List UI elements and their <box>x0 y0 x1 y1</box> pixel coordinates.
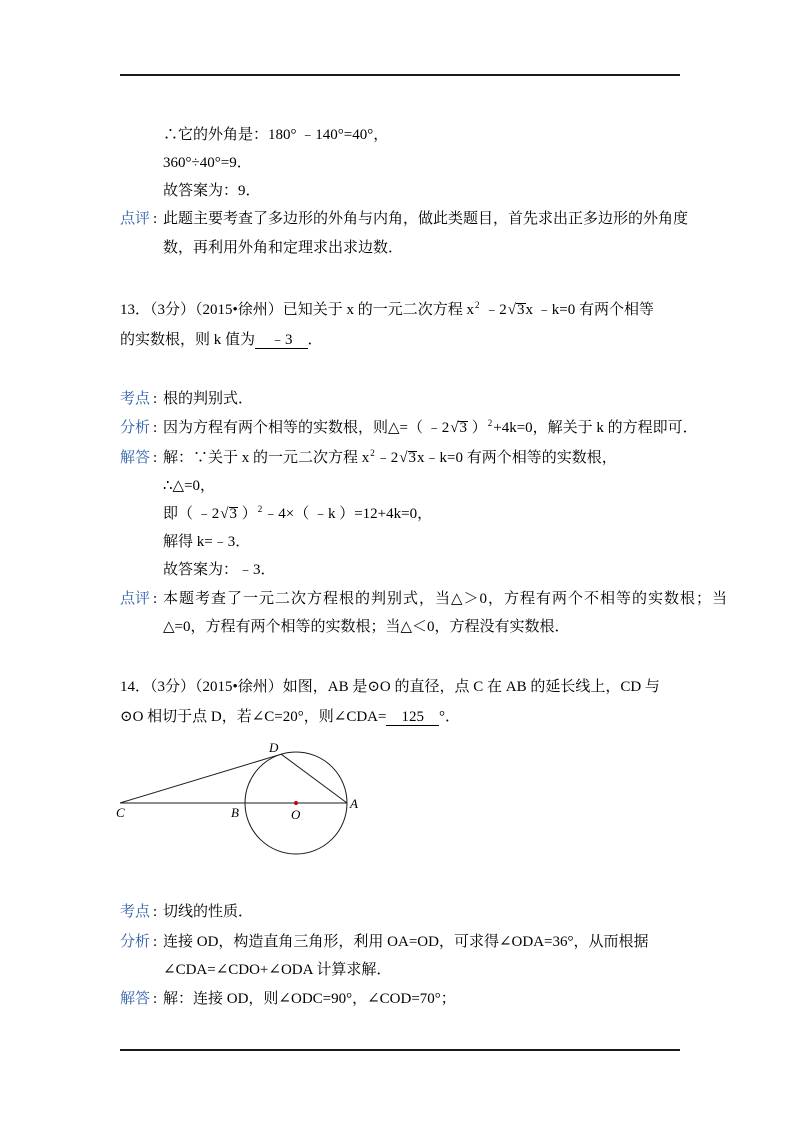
q14-fenxi-line <box>0 960 800 980</box>
jieda-text: 解得 k=﹣3． <box>163 534 251 550</box>
label-a: A <box>350 796 358 811</box>
label-separator: : <box>153 904 158 920</box>
chord-da <box>281 754 347 803</box>
dianping-text: △=0，方程有两个相等的实数根；当△＜0，方程没有实数根． <box>163 619 570 635</box>
q12-solution-text: 360°÷40°=9． <box>163 155 252 171</box>
radical-sign: √ <box>399 450 408 466</box>
q13-stem <box>120 300 654 321</box>
superscript: 2 <box>487 418 493 428</box>
jieda-label: 解答 <box>120 450 151 466</box>
stem-text: 的实数根，则 k 值为 <box>120 332 256 348</box>
answer-blank: 125 <box>386 709 439 726</box>
stem-text: x ﹣k=0 有两个相等 <box>525 302 654 318</box>
radical-sign: √ <box>507 302 517 318</box>
radical-sign: √ <box>220 506 229 522</box>
q13-stem-line <box>0 300 800 320</box>
label-separator: : <box>153 211 158 227</box>
label-d: D <box>269 740 279 755</box>
top-rule <box>120 74 680 76</box>
radical-sign: √ <box>450 420 459 436</box>
fenxi-text: ∠CDA=∠CDO+∠ODA 计算求解． <box>163 962 392 978</box>
jieda-text: 解：连接 OD，则∠ODC=90°，∠COD=70°； <box>163 991 456 1007</box>
fenxi-text <box>163 418 698 439</box>
q13-jieda-line <box>0 448 800 468</box>
kaodian-text: 切线的性质． <box>163 904 254 920</box>
q14-stem-line <box>0 677 800 697</box>
comment-text: 此题主要考查了多边形的外角与内角，做此类题目，首先求出正多边形的外角度 <box>163 211 689 227</box>
q13-jieda-line <box>0 560 800 580</box>
jieda-segment: 即（ ﹣2 <box>163 506 220 522</box>
jieda-segment: x﹣k=0 有两个相等的实数根， <box>417 450 617 466</box>
q12-solution-line <box>0 125 800 145</box>
jieda-segment: 解：∵关于 x 的一元二次方程 x <box>163 450 370 466</box>
label-separator: : <box>153 420 158 436</box>
label-separator: : <box>153 450 158 466</box>
q12-solution-line <box>0 153 800 173</box>
jieda-text <box>163 448 617 469</box>
q13-jieda-line <box>0 476 800 496</box>
superscript: 2 <box>370 448 375 458</box>
label-separator: : <box>153 991 158 1007</box>
label-separator: : <box>153 591 158 607</box>
q13-dianping-line <box>0 617 800 637</box>
radicand: 3 <box>517 302 525 318</box>
q13-kaodian-line <box>0 389 800 409</box>
q14-stem-line <box>0 707 800 727</box>
q13-dianping-line <box>0 589 800 609</box>
jieda-label: 解答 <box>120 991 151 1007</box>
jieda-text: ∴△=0， <box>163 478 216 494</box>
fenxi-segment: 因为方程有两个相等的实数根，则△=（ ﹣2 <box>163 420 450 436</box>
comment-label: 点评 <box>120 211 151 227</box>
radicand: 3 <box>408 450 417 466</box>
superscript: 2 <box>257 504 263 514</box>
q14-stem <box>120 707 460 727</box>
jieda-segment: ﹣2 <box>375 450 399 466</box>
stem-text: ． <box>307 332 323 348</box>
q14-jieda-line <box>0 989 800 1009</box>
stem-text: 13．（3分）（2015•徐州）已知关于 x 的一元二次方程 x <box>120 302 475 318</box>
stem-text: ⊙O 相切于点 D，若∠C=20°，则∠CDA= <box>120 709 387 725</box>
q13-stem-line <box>0 330 800 350</box>
comment-text: 数，再利用外角和定理求出求边数． <box>163 240 404 256</box>
kaodian-label: 考点 <box>120 391 151 407</box>
q12-solution-text: 故答案为：9． <box>163 183 261 199</box>
tangent-line-cd <box>120 754 281 803</box>
q12-solution-text: ∴它的外角是：180° ﹣140°=40°， <box>163 127 389 143</box>
fenxi-segment: +4k=0，解关于 k 的方程即可． <box>493 420 698 436</box>
q13-fenxi-line <box>0 418 800 438</box>
fenxi-label: 分析 <box>120 934 151 950</box>
stem-text: °． <box>438 709 460 725</box>
q14-kaodian-line <box>0 902 800 922</box>
label-separator: : <box>153 391 158 407</box>
radicand: 3 <box>459 420 467 436</box>
kaodian-label: 考点 <box>120 904 151 920</box>
q12-comment-line <box>0 238 800 258</box>
dianping-label: 点评 <box>120 591 151 607</box>
q12-comment-line <box>0 209 800 229</box>
label-c: C <box>116 805 125 820</box>
superscript: 2 <box>475 300 480 310</box>
kaodian-text: 根的判别式． <box>163 391 254 407</box>
label-separator: : <box>153 934 158 950</box>
fenxi-text: 连接 OD，构造直角三角形，利用 OA=OD，可求得∠ODA=36°，从而根据 <box>163 934 649 950</box>
q12-solution-line <box>0 181 800 201</box>
fenxi-segment: ） <box>467 420 487 436</box>
stem-text: ﹣2 <box>480 302 507 318</box>
center-point-o <box>294 801 298 805</box>
jieda-text <box>163 504 432 525</box>
q13-stem <box>120 330 323 350</box>
q14-stem: 14．（3分）（2015•徐州）如图，AB 是⊙O 的直径，点 C 在 AB 的延长线上，CD 与 <box>120 679 660 695</box>
answer-blank: ﹣3 <box>255 332 308 349</box>
jieda-segment: ） <box>238 506 257 522</box>
tangent-circle-figure <box>110 738 370 863</box>
q13-jieda-line <box>0 504 800 524</box>
dianping-text: 本题考查了一元二次方程根的判别式，当△＞0，方程有两个不相等的实数根；当 <box>163 591 729 607</box>
jieda-segment: ﹣4×（ ﹣k ）=12+4k=0， <box>263 506 433 522</box>
fenxi-label: 分析 <box>120 420 151 436</box>
label-o: O <box>291 807 301 822</box>
q14-fenxi-line <box>0 932 800 952</box>
bottom-rule <box>120 1049 680 1051</box>
jieda-text: 故答案为：﹣3． <box>163 562 276 578</box>
q13-jieda-line <box>0 532 800 552</box>
radicand: 3 <box>229 506 237 522</box>
label-b: B <box>231 805 239 820</box>
